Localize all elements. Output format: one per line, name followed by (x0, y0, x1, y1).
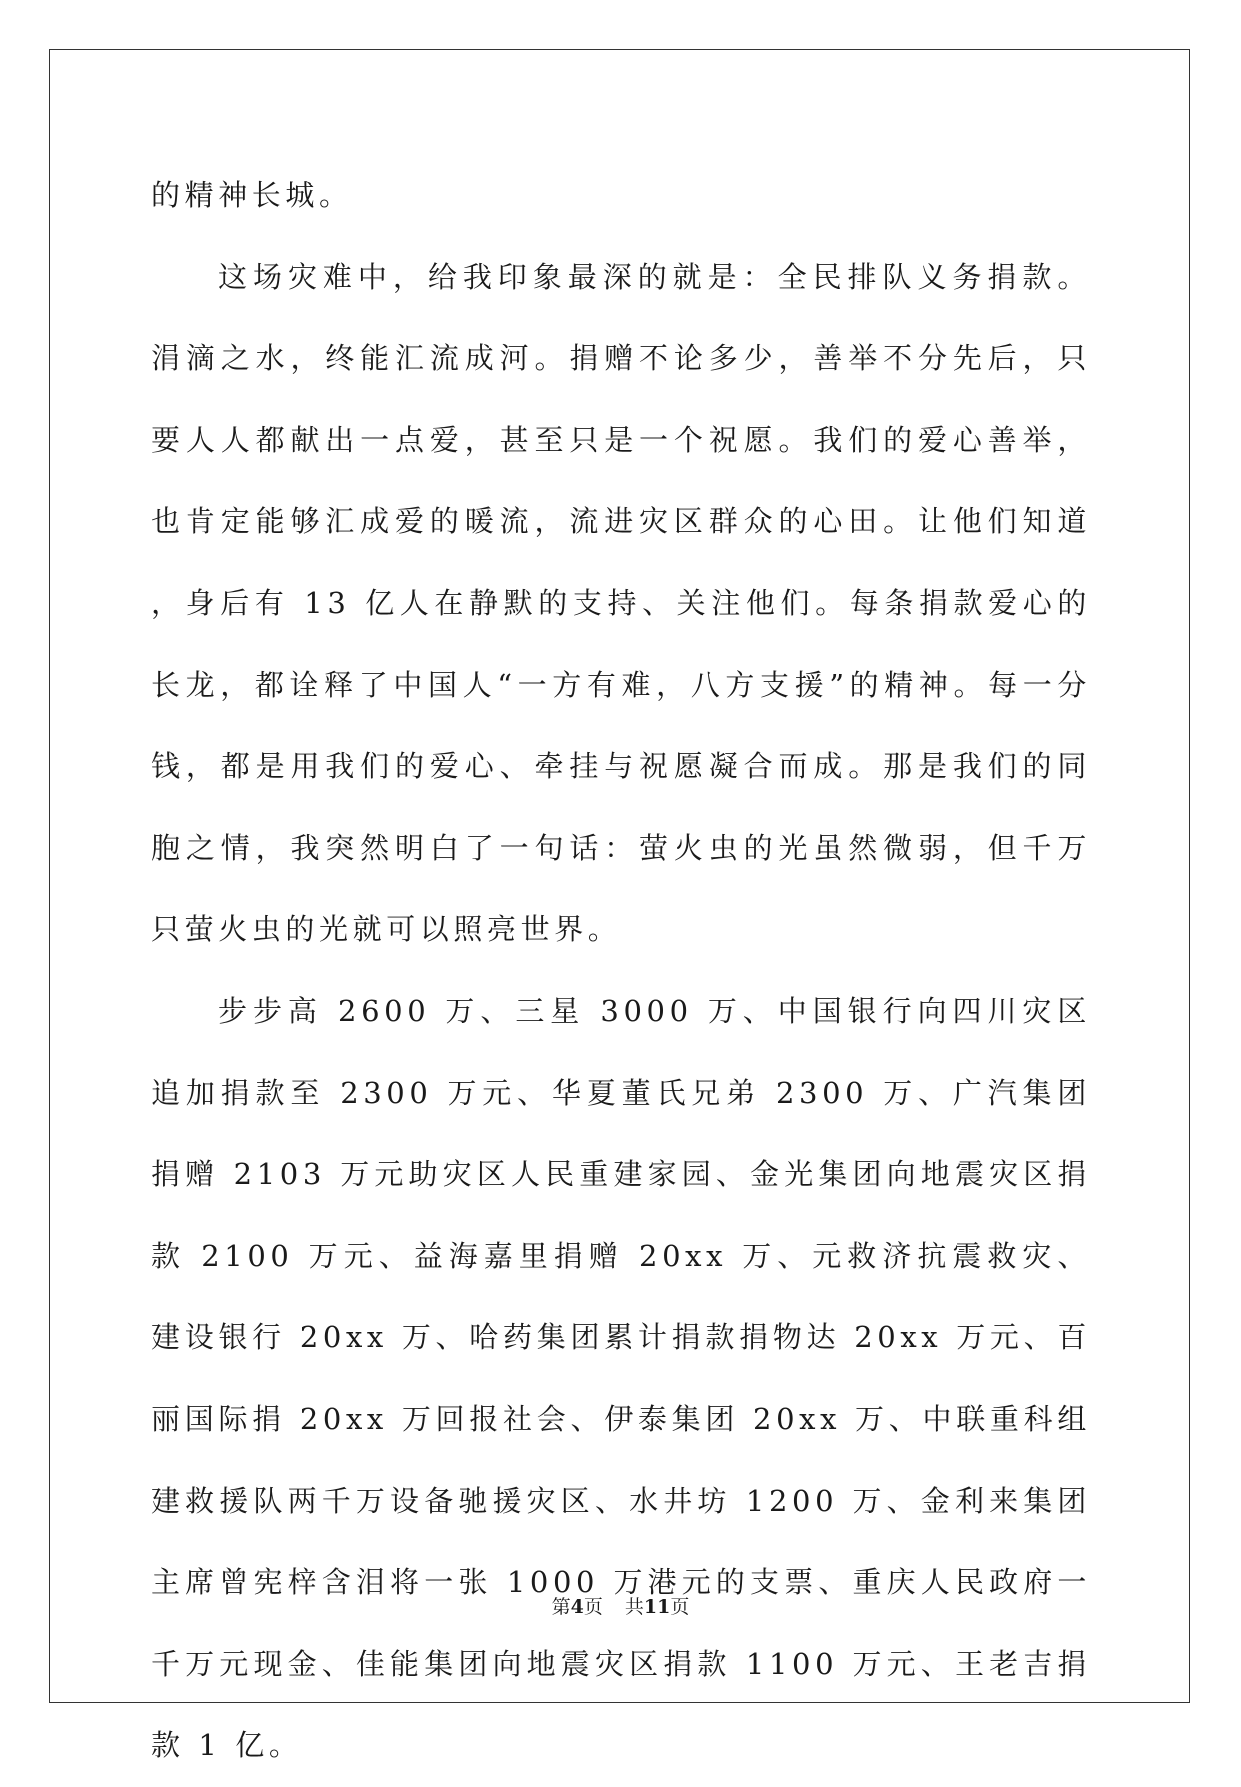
total-pages: 11 (643, 1596, 671, 1618)
total-prefix: 共 (624, 1596, 644, 1618)
total-suffix: 页 (670, 1596, 690, 1618)
page-number: 4 (570, 1596, 584, 1618)
page-suffix: 页 (583, 1596, 603, 1618)
document-body (151, 155, 1091, 1787)
paragraph-continuation: 的精神长城。 (151, 178, 353, 212)
page-prefix: 第 (551, 1596, 571, 1618)
paragraph-donation-list: 步步高 2600 万、三星 3000 万、中国银行向四川灾区追加捐款至 2300 万元、华夏董氏兄弟 2300 万、广汽集团捐赠 2103 万元助灾区人民重建家园、金光集团向地震灾区捐款 2100 万元、益海嘉里捐赠 20xx 万、元救济抗震救灾、建设银行 20xx 万、哈药集团累计捐款捐物达 20xx 万元、百丽国际捐 20xx 万回报社会、伊泰集团 20xx 万、中联重科组建救援队两千万设备驰援灾区、水井坊 1200 万、金利来集团主席曾宪梓含泪将一张 1000 万港元的支票、重庆人民政府一千万元现金、佳能集团向地震灾区捐款 1100 万元、王老吉捐款 1 亿。 (151, 993, 1091, 1763)
paragraph-donation-reflection: 这场灾难中，给我印象最深的就是：全民排队义务捐款。涓滴之水，终能汇流成河。捐赠不论多少，善举不分先后，只要人人都献出一点爱，甚至只是一个祝愿。我们的爱心善举，也肯定能够汇成爱的暖流，流进灾区群众的心田。让他们知道，身后有 13 亿人在静默的支持、关注他们。每条捐款爱心的长龙，都诠释了中国人“一方有难，八方支援”的精神。每一分钱，都是用我们的爱心、牵挂与祝愿凝合而成。那是我们的同胞之情，我突然明白了一句话：萤火虫的光虽然微弱，但千万只萤火虫的光就可以照亮世界。 (151, 259, 1091, 947)
page-footer (0, 1595, 1241, 1619)
